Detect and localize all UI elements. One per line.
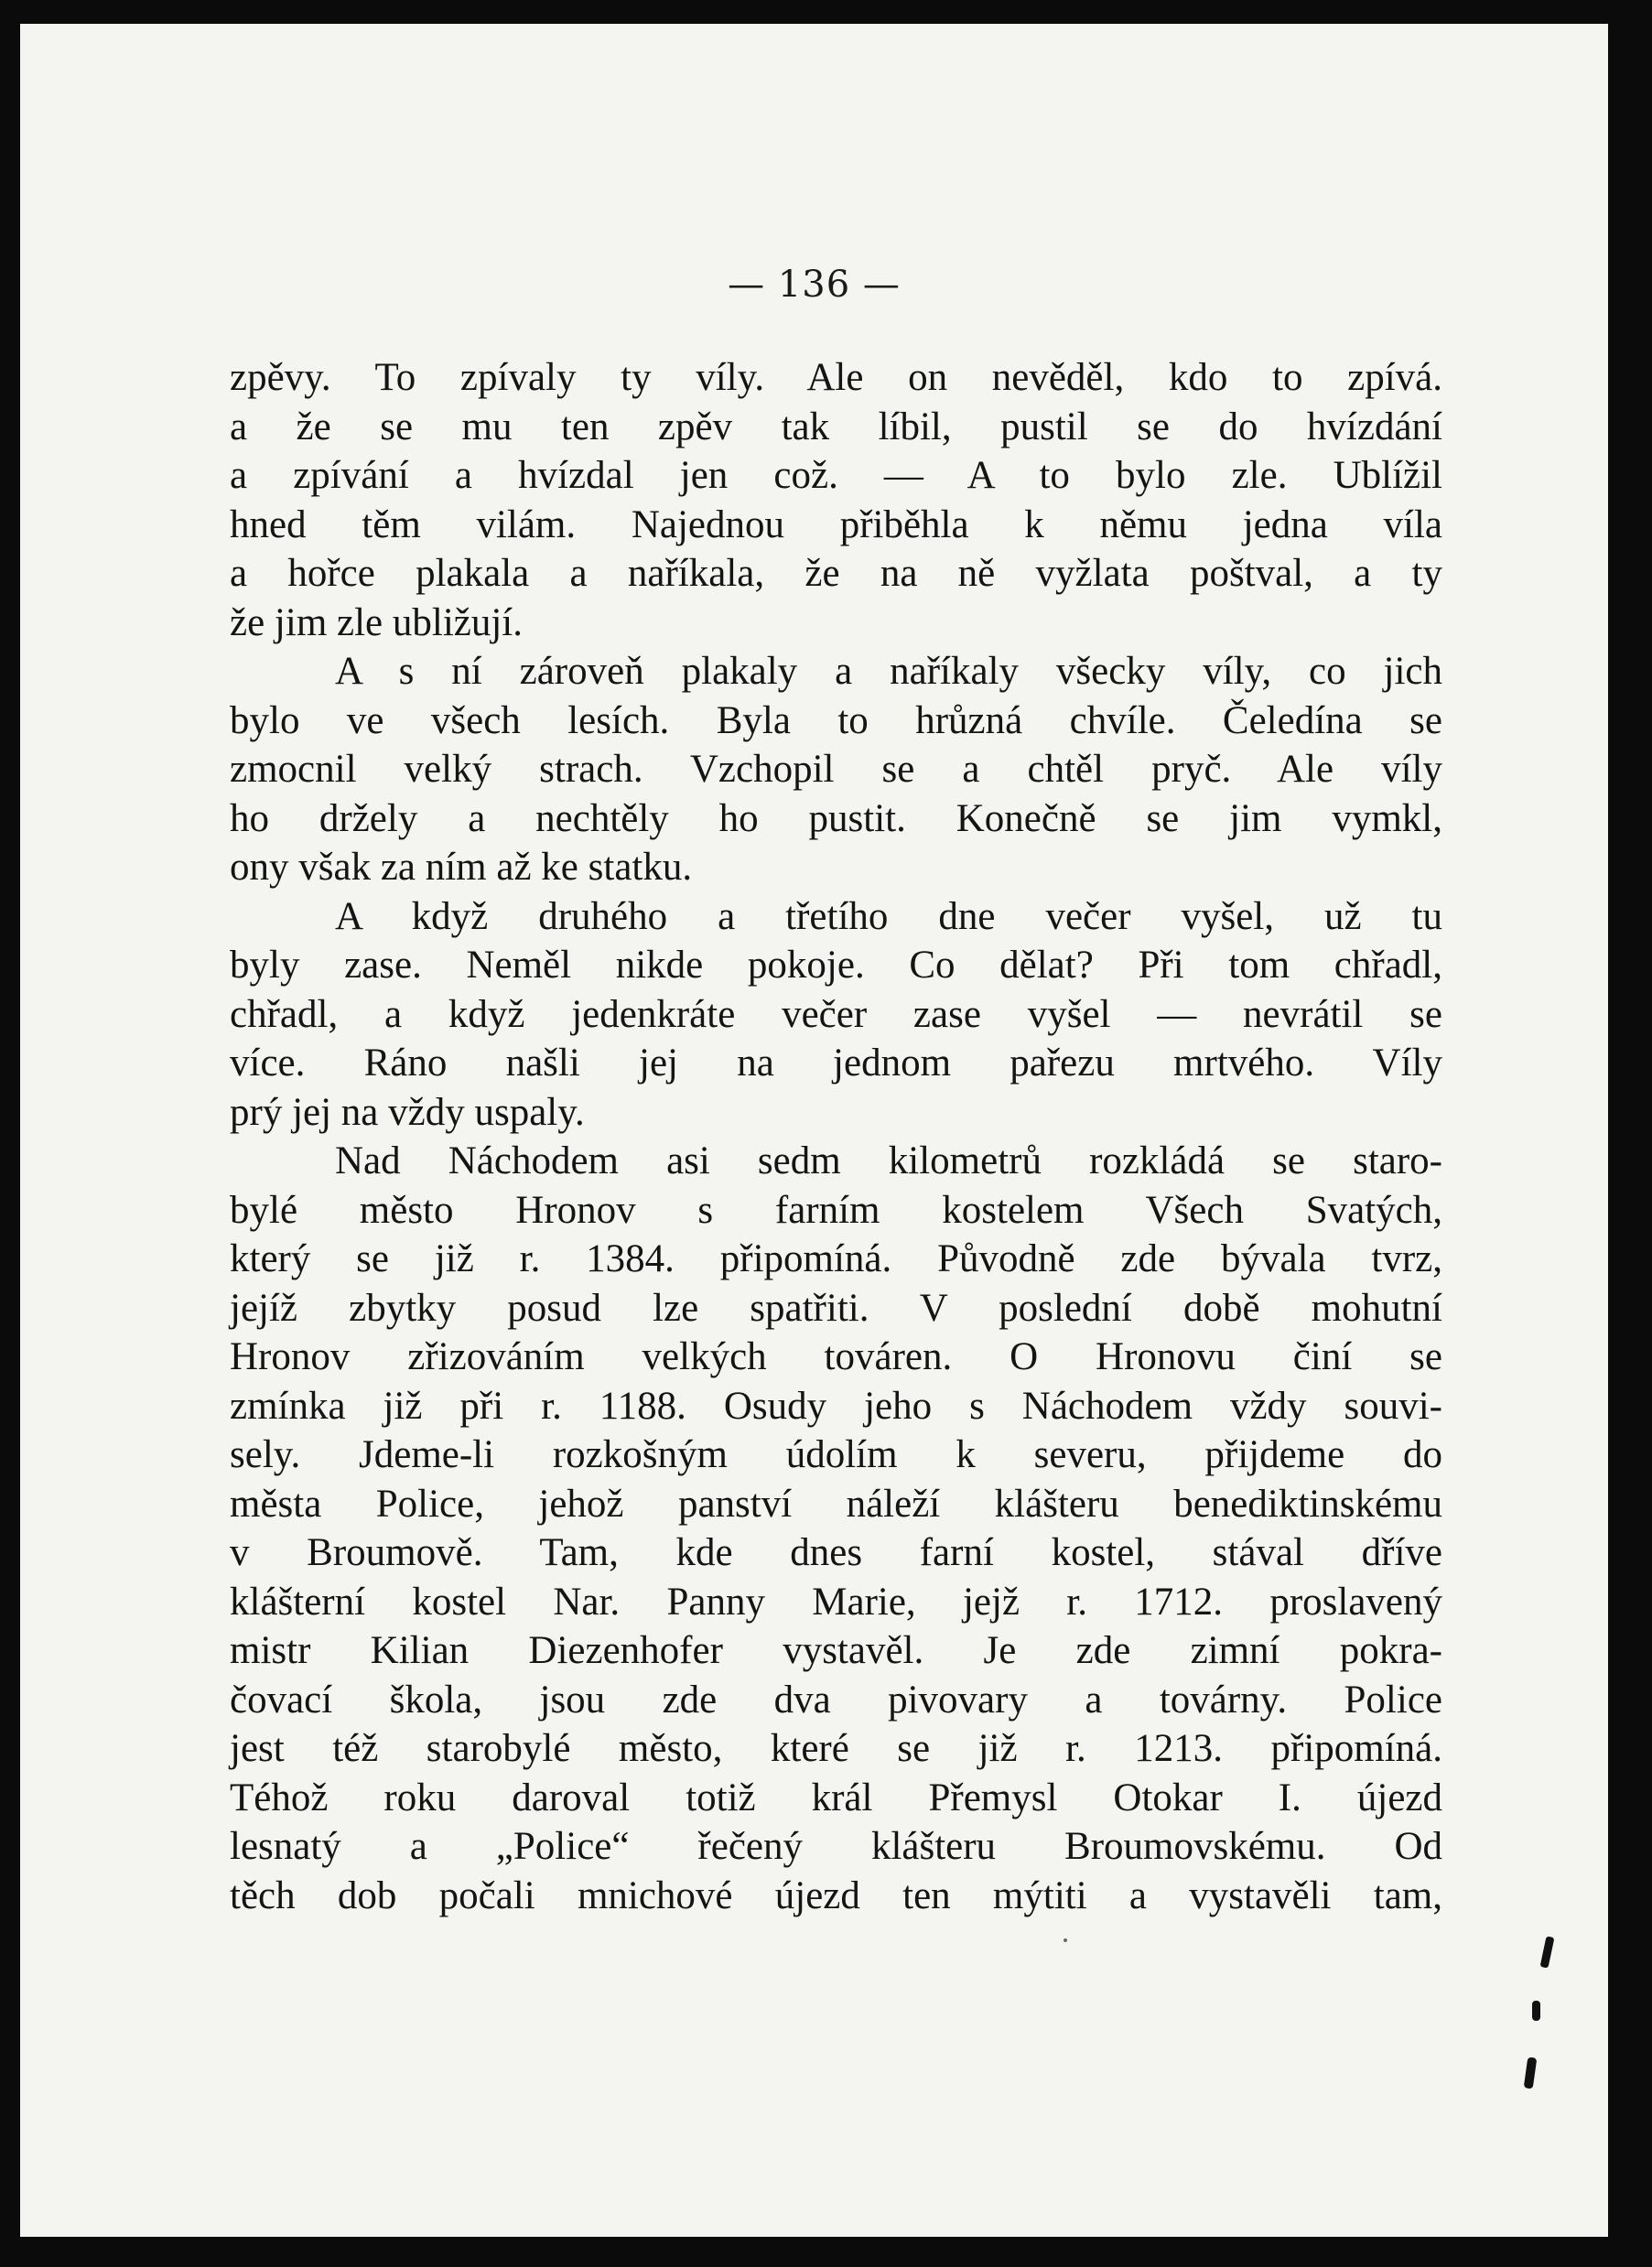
text-line: Nad Náchodem asi sedm kilometrů rozkládá se staro- [335,1139,1442,1182]
text-line: který se již r. 1384. připomíná. Původně zde bývala tvrz, [230,1237,1442,1280]
text-line: bylo ve všech lesích. Byla to hrůzná chvíle. Čeledína se [230,698,1442,742]
text-line: jejíž zbytky posud lze spatřiti. V poslední době mohutní [230,1286,1442,1330]
text-line: že jim zle ubližují. [230,600,524,644]
body-text [230,353,1442,1920]
scan-mark [1540,1936,1555,1968]
text-line: ho držely a nechtěly ho pustit. Konečně se jim vymkl, [230,796,1442,840]
text-line: bylé město Hronov s farním kostelem Všech Svatých, [230,1188,1442,1232]
text-line: těch dob počali mnichové újezd ten mýtiti a vystavěli tam, [230,1873,1442,1917]
text-line: čovací škola, jsou zde dva pivovary a továrny. Police [230,1678,1442,1722]
text-line: jest též starobylé město, které se již r. 1213. připomíná. [230,1727,1442,1770]
text-line: A s ní zároveň plakaly a naříkaly všecky víly, co jich [335,650,1442,693]
text-line: ony však za ním až ke statku. [230,846,693,889]
text-line: zpěvy. To zpívaly ty víly. Ale on nevěděl, kdo to zpívá. [230,356,1442,399]
text-line: více. Ráno našli jej na jednom pařezu mrtvého. Víly [230,1042,1442,1085]
text-line: prý jej na vždy uspaly. [230,1090,585,1134]
scan-mark [1532,2001,1540,2021]
text-line: zmocnil velký strach. Vzchopil se a chtěl pryč. Ale víly [230,748,1442,791]
text-line: a hořce plakala a naříkala, že na ně vyžlata poštval, a ty [230,552,1442,595]
page-number: — 136 — [728,264,901,306]
text-line: Téhož roku daroval totiž král Přemysl Otokar I. újezd [230,1776,1442,1819]
book-page [20,24,1608,2237]
text-line: klášterní kostel Nar. Panny Marie, jejž r. 1712. proslavený [230,1580,1442,1624]
text-line: lesnatý a „Police“ řečený klášteru Broumovskému. Od [230,1825,1442,1868]
text-line: a že se mu ten zpěv tak líbil, pustil se do hvízdání [230,405,1442,448]
text-line: zmínka již při r. 1188. Osudy jeho s Náchodem vždy souvi- [230,1384,1442,1428]
text-line: v Broumově. Tam, kde dnes farní kostel, stával dříve [230,1531,1442,1574]
scan-mark [1524,2056,1538,2089]
text-line: mistr Kilian Diezenhofer vystavěl. Je zde zimní pokra- [230,1629,1442,1672]
text-line: hned těm vilám. Najednou přiběhla k němu jedna víla [230,502,1442,546]
text-line: chřadl, a když jedenkráte večer zase vyšel — nevrátil se [230,992,1442,1036]
text-line: a zpívání a hvízdal jen což. — A to bylo zle. Ublížil [230,454,1442,497]
text-line: byly zase. Neměl nikde pokoje. Co dělat? Při tom chřadl, [230,944,1442,987]
scan-mark [1064,1938,1067,1942]
text-line: Hronov zřizováním velkých továren. O Hronovu činí se [230,1335,1442,1378]
text-line: A když druhého a třetího dne večer vyšel, už tu [335,894,1442,938]
text-line: města Police, jehož panství náleží klášteru benediktinskému [230,1482,1442,1526]
text-line: sely. Jdeme-li rozkošným údolím k severu, přijdeme do [230,1433,1442,1476]
